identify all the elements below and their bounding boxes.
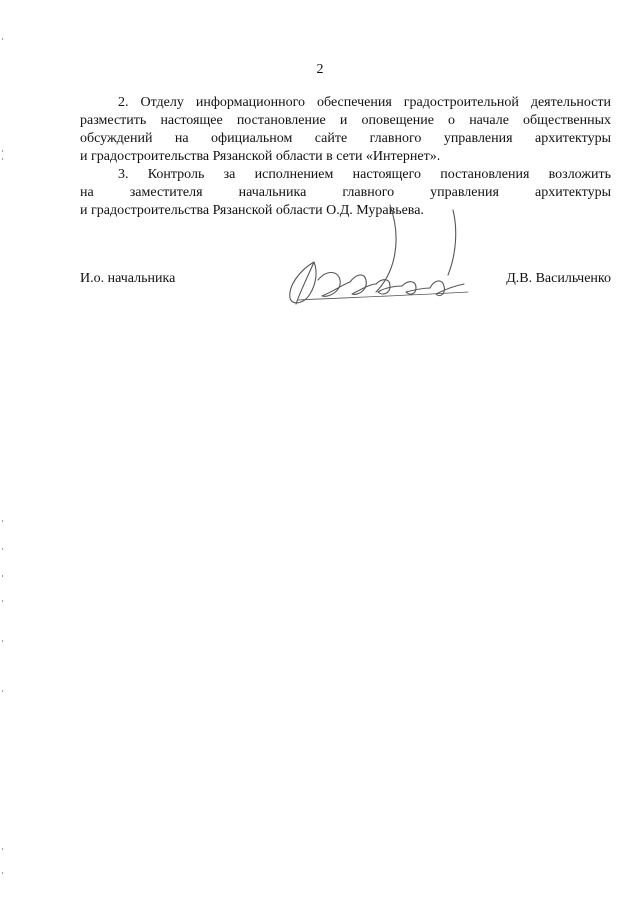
paragraph-item-2: [80, 94, 611, 166]
text-line: и градостроительства Рязанской области в сети «Интернет».: [80, 149, 441, 164]
signatory-name: Д.В. Васильченко: [506, 271, 611, 286]
handwritten-signature: [278, 200, 478, 325]
text-line: обсуждений на официальном сайте главного управления архитектуры: [80, 131, 611, 146]
text-line: и градостроительства Рязанской области О.Д. Муравьева.: [80, 203, 424, 218]
text-line: разместить настоящее постановление и оповещение о начале общественных: [80, 113, 611, 128]
signature-block: [80, 270, 611, 290]
text-line: 3. Контроль за исполнением настоящего постановления возложить: [118, 167, 611, 182]
scan-edge-marks: [0, 0, 6, 905]
signatory-position: И.о. начальника: [80, 271, 176, 286]
text-line: 2. Отделу информационного обеспечения градостроительной деятельности: [118, 95, 611, 110]
page-number: 2: [316, 62, 324, 77]
text-line: на заместителя начальника главного управления архитектуры: [80, 185, 611, 200]
